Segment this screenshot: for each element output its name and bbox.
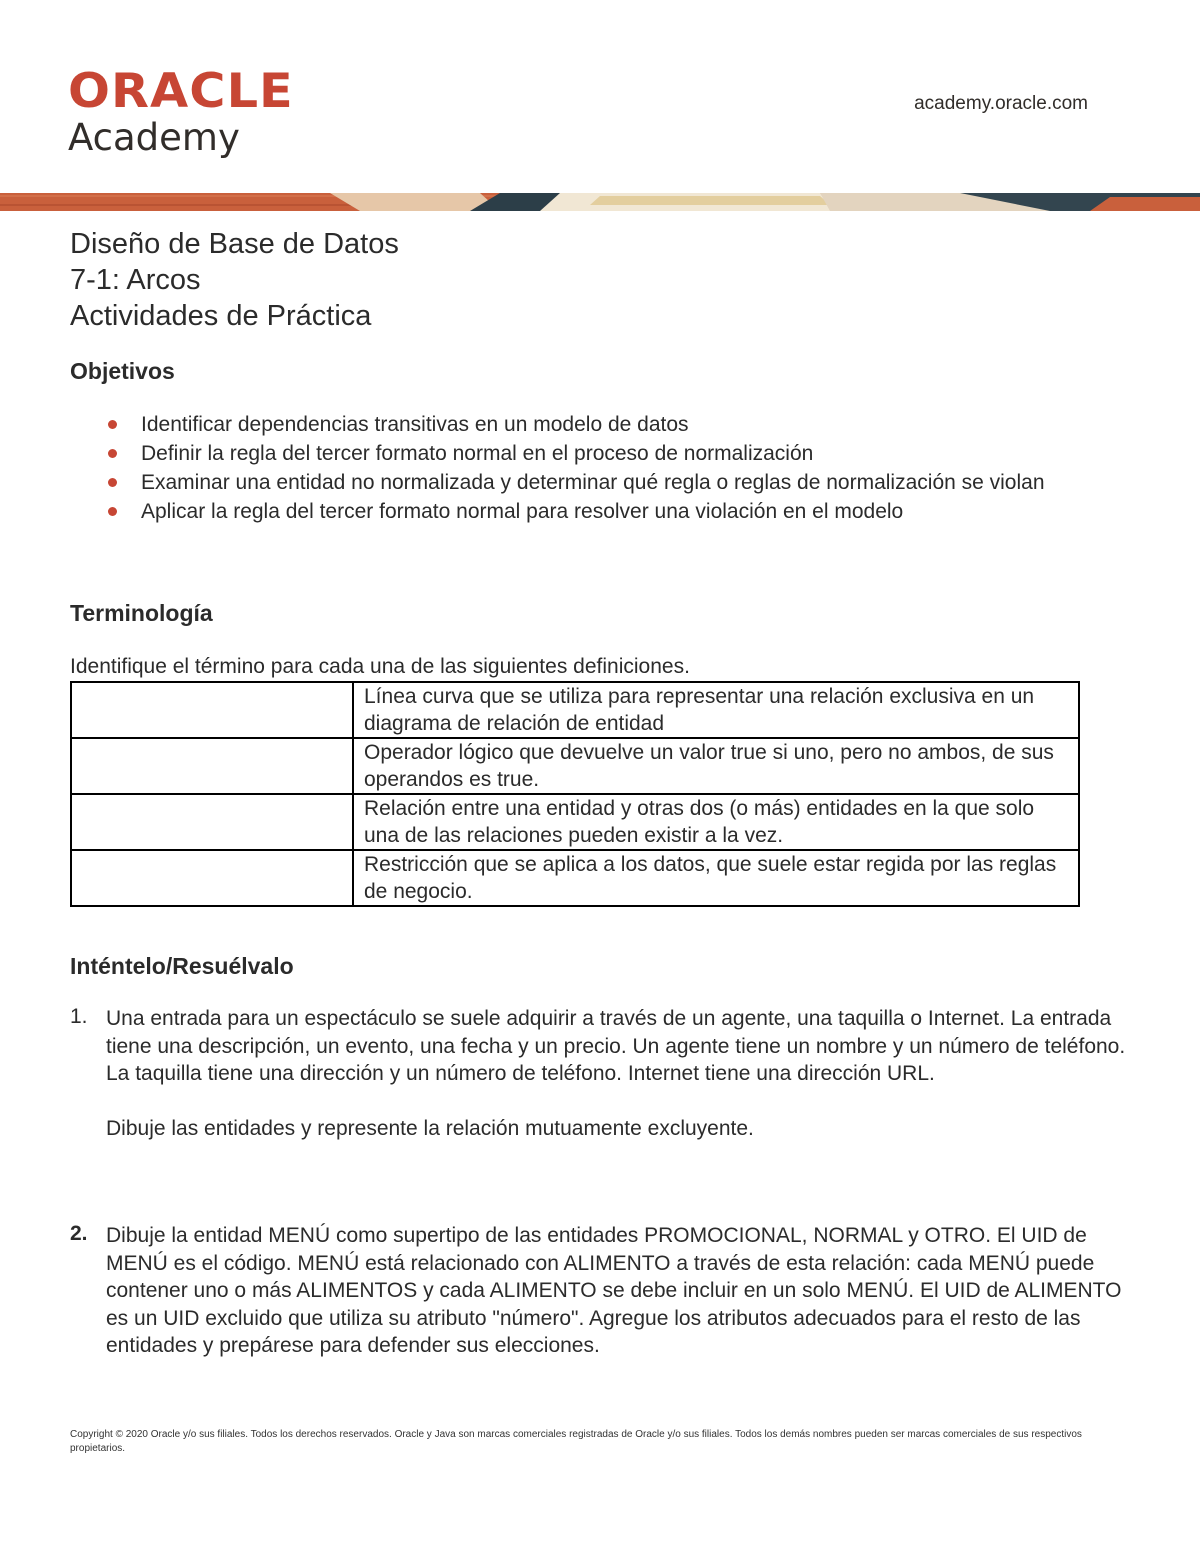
definition-cell: Operador lógico que devuelve un valor true si uno, pero no ambos, de sus operandos es true.: [353, 738, 1079, 794]
objective-item: [108, 441, 1108, 467]
bullet-icon: [108, 449, 117, 458]
terminology-instruction: Identifique el término para cada una de las siguientes definiciones.: [70, 655, 690, 678]
objective-item: [108, 470, 1108, 496]
bullet-icon: [108, 507, 117, 516]
exercise-instruction: Dibuje las entidades y represente la relación mutuamente excluyente.: [106, 1116, 754, 1140]
activity-type: Actividades de Práctica: [70, 300, 372, 332]
objectives-list: [108, 412, 1108, 528]
practice-heading: Inténtelo/Resuélvalo: [70, 953, 294, 979]
exercise-number: 1.: [70, 1005, 88, 1028]
exercise-2: [70, 1222, 1130, 1360]
exercise-text: Dibuje la entidad MENÚ como supertipo de las entidades PROMOCIONAL, NORMAL y OTRO. El UID de MENÚ es el código. MENÚ está relacionado con ALIMENTO a través de esta relación: cada MENÚ puede contener uno o más ALIMENTOS y cada ALIMENTO se debe incluir en un solo MENÚ. El UID de ALIMENTO es un UID excluido que utiliza su atributo "número". Agregue los atributos adecuados para el resto de las entidades y prepárese para defender sus elecciones.: [106, 1224, 1122, 1357]
definition-cell: Línea curva que se utiliza para representar una relación exclusiva en un diagrama de relación de entidad: [353, 682, 1079, 738]
table-row: [71, 682, 1079, 738]
table-row: [71, 794, 1079, 850]
objective-item: [108, 412, 1108, 438]
exercise-number: 2.: [70, 1222, 88, 1245]
term-answer-cell[interactable]: [71, 850, 353, 906]
oracle-academy-logo: [68, 64, 294, 159]
term-answer-cell[interactable]: [71, 794, 353, 850]
course-title: Diseño de Base de Datos: [70, 228, 399, 260]
terminology-heading: Terminología: [70, 600, 213, 626]
brand-wordmark: ORACLE: [68, 64, 294, 119]
bullet-icon: [108, 420, 117, 429]
exercise-text: Una entrada para un espectáculo se suele adquirir a través de un agente, una taquilla o Internet. La entrada tiene una descripción, un evento, una fecha y un precio. Un agente tiene un nombre y un número de teléfono. La taquilla tiene una dirección y un número de teléfono. Internet tiene una dirección URL.: [106, 1007, 1126, 1085]
lesson-title: 7-1: Arcos: [70, 264, 201, 296]
table-row: [71, 738, 1079, 794]
website-url: academy.oracle.com: [914, 93, 1088, 114]
definition-cell: Restricción que se aplica a los datos, que suele estar regida por las reglas de negocio.: [353, 850, 1079, 906]
definition-cell: Relación entre una entidad y otras dos (o más) entidades en la que solo una de las relaciones pueden existir a la vez.: [353, 794, 1079, 850]
objective-text: Identificar dependencias transitivas en un modelo de datos: [141, 413, 689, 436]
product-name: Academy: [68, 116, 240, 159]
bullet-icon: [108, 478, 117, 487]
objective-text: Examinar una entidad no normalizada y determinar qué regla o reglas de normalización se violan: [141, 471, 1045, 494]
objective-text: Aplicar la regla del tercer formato normal para resolver una violación en el modelo: [141, 500, 904, 523]
term-answer-cell[interactable]: [71, 738, 353, 794]
objective-item: [108, 499, 1108, 525]
term-answer-cell[interactable]: [71, 682, 353, 738]
objectives-heading: Objetivos: [70, 358, 175, 384]
terminology-table: [70, 681, 1080, 907]
exercise-1: [70, 1005, 1130, 1142]
objective-text: Definir la regla del tercer formato normal en el proceso de normalización: [141, 442, 814, 465]
document-title: [70, 226, 399, 334]
table-row: [71, 850, 1079, 906]
decorative-banner: [0, 193, 1200, 211]
copyright-notice: Copyright © 2020 Oracle y/o sus filiales. Todos los derechos reservados. Oracle y Java son marcas comerciales registradas de Oracle y/o sus filiales. Todos los demás nombres pueden ser marcas comerciales de sus respectivos propietarios.: [70, 1429, 1082, 1454]
